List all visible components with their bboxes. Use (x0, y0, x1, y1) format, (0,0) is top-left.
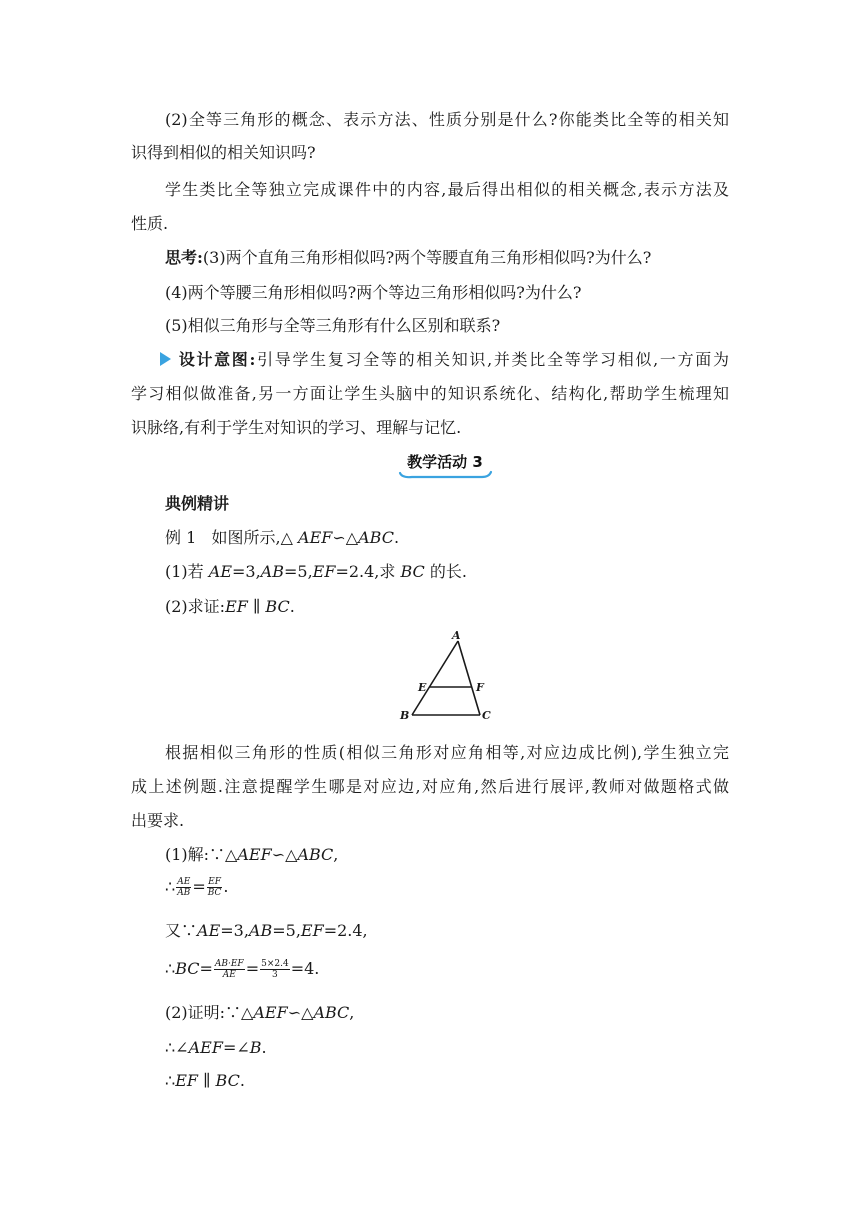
side-ab (412, 641, 458, 715)
student-activity-line1: 学生类比全等独立完成课件中的内容,最后得出相似的相关概念,表示方法及 (165, 180, 729, 199)
solution-text: , (333, 845, 339, 864)
guide-line1: 根据相似三角形的性质(相似三角形对应角相等,对应边成比例),学生独立完 (165, 743, 729, 762)
math-ef: EF (225, 597, 248, 616)
math-b: B (249, 1038, 262, 1057)
parallel-symbol: ∥ (203, 1071, 211, 1090)
solution-text: =2.4, (323, 921, 368, 940)
fraction-numerator: EF (208, 877, 221, 887)
triangle-figure (396, 628, 506, 730)
section-title: 典例精讲 (165, 494, 230, 513)
math-aef: AEF (188, 1038, 223, 1057)
part1-text: =2.4,求 (335, 562, 401, 581)
math-bc: BC (215, 1071, 240, 1090)
think-question-4: (4)两个等腰三角形相似吗?两个等边三角形相似吗?为什么? (165, 283, 582, 302)
fraction-denominator: BC (207, 888, 222, 898)
question-2-line1: (2)全等三角形的概念、表示方法、性质分别是什么?你能类比全等的相关知 (165, 110, 729, 129)
vertex-label-b: B (400, 709, 410, 722)
proof-step-1 (165, 1003, 354, 1023)
solution-text: (1)解:∵△ (165, 845, 238, 864)
think-question-5: (5)相似三角形与全等三角形有什么区别和联系? (165, 316, 501, 335)
proof-step-3 (165, 1071, 245, 1091)
play-triangle-icon (160, 352, 171, 366)
part1-text: =3, (232, 562, 261, 581)
math-ab: AB (260, 562, 284, 581)
think-question-3 (165, 248, 651, 268)
triangle-diagram (396, 628, 506, 726)
guide-line3: 出要求. (131, 811, 185, 830)
solution-step-1 (165, 845, 338, 865)
math-bc: BC (265, 597, 290, 616)
example-label: 例 1 (165, 528, 197, 547)
math-aef: AEF (298, 528, 333, 547)
math-ae: AE (208, 562, 232, 581)
part1-text: =5, (283, 562, 313, 581)
fraction-abef-over-ae (214, 959, 245, 980)
similar-symbol: ∽ (332, 528, 346, 547)
part1-text: (1)若 (165, 562, 209, 581)
therefore-symbol: ∴ (165, 1071, 176, 1090)
side-ac (458, 641, 480, 715)
solution-text: =5, (272, 921, 301, 940)
vertex-label-e: E (418, 681, 427, 694)
therefore-symbol: ∴ (165, 959, 176, 978)
design-intent-line1 (160, 350, 729, 370)
think-label: 思考: (165, 248, 203, 267)
therefore-symbol: ∴ (165, 877, 176, 896)
fraction-denominator: AE (222, 970, 236, 980)
proof-text: , (349, 1003, 355, 1022)
proof-text: . (261, 1038, 267, 1057)
activity-heading-text: 教学活动 3 (407, 453, 483, 471)
proof-step-2 (165, 1038, 267, 1058)
vertex-label-f: F (476, 681, 484, 694)
math-abc: ABC (358, 528, 394, 547)
fraction-denominator: 3 (272, 970, 278, 980)
example-intro: 如图所示, (211, 528, 281, 547)
math-bc: BC (175, 959, 200, 978)
fraction-ef-over-bc (207, 877, 223, 898)
design-intent-label: 设计意图: (177, 350, 256, 369)
parallel-symbol: ∥ (252, 597, 261, 616)
solution-text: . (223, 877, 229, 896)
proof-text: ∴∠ (165, 1038, 189, 1057)
equals-sign: = (245, 959, 260, 978)
equals-sign: = (192, 877, 206, 896)
example-statement (165, 528, 399, 548)
vertex-label-c: C (482, 709, 491, 722)
math-aef: AEF (237, 845, 272, 864)
activity-heading (396, 449, 494, 481)
example-end: . (393, 528, 400, 547)
similar-symbol: ∽△ (271, 845, 298, 864)
design-intent-line2: 学习相似做准备,另一方面让学生头脑中的知识系统化、结构化,帮助学生梳理知 (131, 384, 729, 403)
solution-text: 又∵ (165, 921, 198, 940)
triangle-symbol: △ (345, 528, 359, 547)
solution-step-4 (165, 959, 319, 980)
math-ae: AE (197, 921, 221, 940)
guide-line2: 成上述例题.注意提醒学生哪是对应边,对应角,然后进行展评,教师对做题格式做 (131, 777, 729, 796)
example-part-1 (165, 562, 467, 582)
fraction-numeric (260, 959, 290, 980)
math-abc: ABC (297, 845, 334, 864)
proof-text: =∠ (222, 1038, 250, 1057)
proof-text: . (239, 1071, 245, 1090)
student-activity-line2: 性质. (131, 214, 169, 233)
math-ef: EF (312, 562, 336, 581)
solution-result: =4. (290, 959, 320, 978)
part2-text: (2)求证: (165, 597, 226, 616)
math-ef: EF (175, 1071, 198, 1090)
fraction-numerator: 5×2.4 (261, 959, 289, 969)
vertex-label-a: A (452, 629, 461, 642)
question-2-line2: 识得到相似的相关知识吗? (131, 143, 316, 162)
think-q3-text: (3)两个直角三角形相似吗?两个等腰直角三角形相似吗?为什么? (202, 248, 652, 267)
part2-end: . (289, 597, 295, 616)
equals-sign: = (199, 959, 213, 978)
solution-step-3 (165, 921, 368, 941)
math-ab: AB (248, 921, 273, 940)
math-abc: ABC (313, 1003, 350, 1022)
solution-text: =3, (220, 921, 249, 940)
solution-step-2 (165, 877, 228, 898)
math-aef: AEF (253, 1003, 288, 1022)
part1-text: 的长. (424, 562, 467, 581)
math-bc: BC (400, 562, 425, 581)
triangle-symbol: △ (280, 528, 293, 547)
fraction-ae-over-ab (176, 877, 191, 898)
math-ef: EF (300, 921, 324, 940)
fraction-numerator: AE (177, 877, 191, 887)
similar-symbol: ∽△ (287, 1003, 314, 1022)
design-intent-text: 引导学生复习全等的相关知识,并类比全等学习相似,一方面为 (255, 350, 729, 369)
proof-text: (2)证明:∵△ (165, 1003, 254, 1022)
example-part-2 (165, 597, 295, 617)
fraction-numerator: AB·EF (214, 959, 244, 969)
design-intent-line3: 识脉络,有利于学生对知识的学习、理解与记忆. (131, 418, 462, 437)
fraction-denominator: AB (177, 888, 191, 898)
